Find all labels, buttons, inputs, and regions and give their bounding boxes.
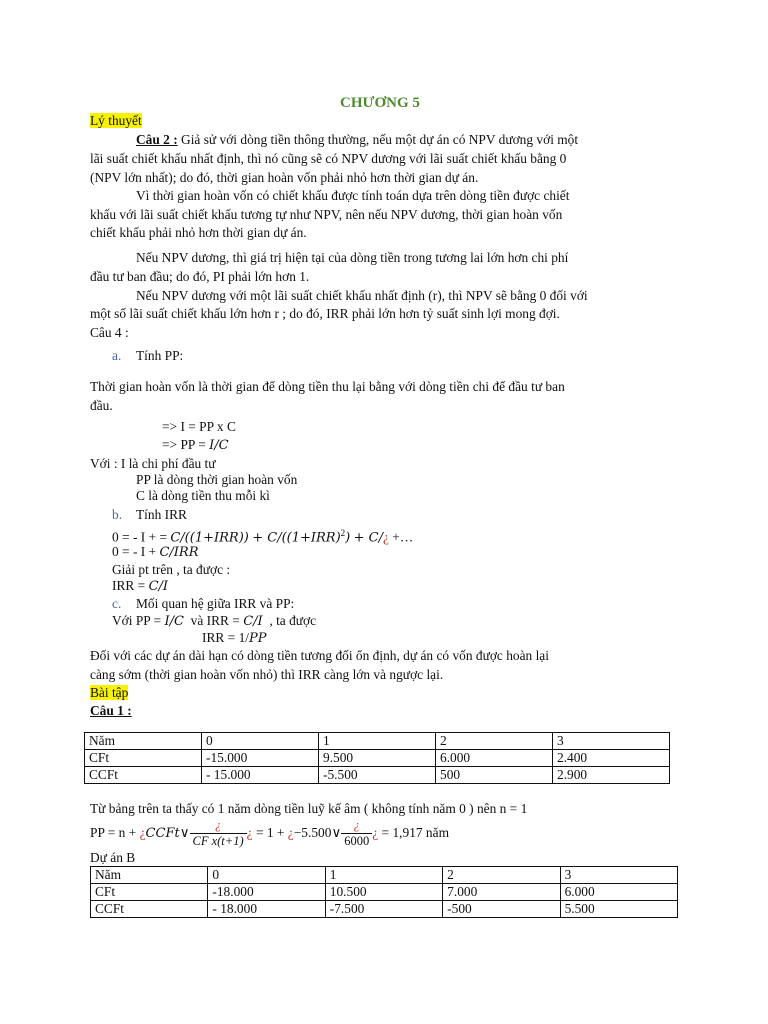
table-cell: -7.500 xyxy=(325,901,442,918)
table-row xyxy=(91,901,678,918)
table-cell: 5.500 xyxy=(560,901,677,918)
table-cell: 0 xyxy=(208,867,325,884)
table-cell: CCFt xyxy=(85,767,202,784)
table-cell: Năm xyxy=(91,867,208,884)
table-cell: 1 xyxy=(325,867,442,884)
paragraph-4-line: Nếu NPV dương với một lãi suất chiết khấu nhất định (r), thì NPV sẽ bằng 0 đối với xyxy=(136,288,588,303)
table-row xyxy=(91,867,678,884)
project-b-label: Dự án B xyxy=(90,850,136,865)
list-marker: b. xyxy=(112,507,123,522)
table-cell: 0 xyxy=(202,733,319,750)
table-cell: 2.900 xyxy=(553,767,670,784)
table-cell: CCFt xyxy=(91,901,208,918)
table-cell: 7.000 xyxy=(443,884,560,901)
paragraph-3-line: Nếu NPV dương, thì giá trị hiện tại của dòng tiền trong tương lai lớn hơn chi phí xyxy=(136,250,569,265)
pp-formula: PP = n + ¿CCFt∨ $\frac{¿}{\text{CF x(t+1)}}$ ¿ = 1 + ¿−5.500∨ $\frac{¿}{6000}$ ¿ = 1,917 năm xyxy=(90,818,449,849)
table-row xyxy=(85,767,670,784)
question-2-label: Câu 2 : xyxy=(136,132,178,147)
table-cell: 2 xyxy=(436,733,553,750)
table-cell: - 15.000 xyxy=(202,767,319,784)
equation-1: => I = PP x C xyxy=(162,419,236,434)
list-item-a-text: Tính PP: xyxy=(136,348,184,363)
question-2-line-1: Câu 2 : Giả sử với dòng tiền thông thường, nếu một dự án có NPV dương với một xyxy=(136,132,579,147)
question-4-label: Câu 4 : xyxy=(90,325,129,340)
project-b-table xyxy=(90,866,678,918)
equation-2: => PP = I/C xyxy=(162,437,229,453)
theory-heading: Lý thuyết xyxy=(90,113,142,128)
list-item-b-text: Tính IRR xyxy=(136,507,187,522)
pp-definition-line: đầu. xyxy=(90,398,113,413)
note-line: Từ bảng trên ta thấy có 1 năm dòng tiền luỹ kế âm ( không tính năm 0 ) nên n = 1 xyxy=(90,801,528,816)
paragraph-1-line: lãi suất chiết khấu nhất định, thì nó cũng sẽ có NPV dương với lãi suất chiết khấu bằng 0 xyxy=(90,151,567,166)
table-cell: -15.000 xyxy=(202,750,319,767)
paragraph-2-line: Vì thời gian hoàn vốn có chiết khấu được tính toán dựa trên dòng tiền được chiết xyxy=(136,188,570,203)
irr-result: IRR = C/I xyxy=(112,578,169,594)
conclusion-line: càng sớm (thời gian hoàn vốn nhỏ) thì IRR càng lớn và ngược lại. xyxy=(90,667,444,682)
paragraph-2-line: khấu với lãi suất chiết khấu tương tự như NPV, nên nếu NPV dương, thời gian hoàn vốn xyxy=(90,207,563,222)
where-line: C là dòng tiền thu mỗi kì xyxy=(136,488,270,503)
where-line: Với : I là chi phí đầu tư xyxy=(90,456,216,471)
list-item-a xyxy=(112,347,121,365)
exercise-heading: Bài tập xyxy=(90,685,129,700)
table-cell: 9.500 xyxy=(319,750,436,767)
table-cell: - 18.000 xyxy=(208,901,325,918)
table-cell: 3 xyxy=(553,733,670,750)
table-cell: 3 xyxy=(560,867,677,884)
table-row xyxy=(85,733,670,750)
list-marker: a. xyxy=(112,348,122,363)
where-line: PP là dòng thời gian hoàn vốn xyxy=(136,472,298,487)
list-marker: c. xyxy=(112,596,122,611)
paragraph-4-line: một số lãi suất chiết khấu lớn hơn r ; do đó, IRR phải lớn hơn tỷ suất sinh lợi mong đợi. xyxy=(90,306,560,321)
irr-equation-2: 0 = - I + C/IRR xyxy=(112,544,199,560)
list-item-b xyxy=(112,506,122,524)
project-a-table xyxy=(84,732,670,784)
paragraph-2-line: chiết khấu phải nhỏ hơn thời gian dự án. xyxy=(90,225,307,240)
table-cell: CFt xyxy=(85,750,202,767)
table-cell: Năm xyxy=(85,733,202,750)
table-cell: 6.000 xyxy=(560,884,677,901)
table-cell: CFt xyxy=(91,884,208,901)
table-cell: -18.000 xyxy=(208,884,325,901)
relation-line: Với PP = I/C và IRR = C/I , ta được xyxy=(112,613,317,629)
list-item-c-text: Mối quan hệ giữa IRR và PP: xyxy=(136,596,295,611)
table-cell: 500 xyxy=(436,767,553,784)
conclusion-line: Đối với các dự án dài hạn có dòng tiền tương đối ổn định, dự án có vốn được hoàn lại xyxy=(90,648,549,663)
table-cell: 2 xyxy=(443,867,560,884)
question-1-label: Câu 1 : xyxy=(90,703,132,718)
pp-definition-line: Thời gian hoàn vốn là thời gian để dòng tiền thu lại bằng với dòng tiền chi để đầu tư ban xyxy=(90,379,565,394)
solve-line: Giải pt trên , ta được : xyxy=(112,562,231,577)
table-cell: -5.500 xyxy=(319,767,436,784)
table-row xyxy=(85,750,670,767)
table-cell: 2.400 xyxy=(553,750,670,767)
table-row xyxy=(91,884,678,901)
table-cell: -500 xyxy=(443,901,560,918)
chapter-title: CHƯƠNG 5 xyxy=(340,95,420,111)
list-item-c xyxy=(112,595,121,613)
paragraph-3-line: đầu tư ban đầu; do đó, PI phải lớn hơn 1. xyxy=(90,269,310,284)
table-cell: 10.500 xyxy=(325,884,442,901)
relation-result: IRR = 1/PP xyxy=(202,630,267,646)
table-cell: 6.000 xyxy=(436,750,553,767)
table-cell: 1 xyxy=(319,733,436,750)
paragraph-1-line: (NPV lớn nhất); do đó, thời gian hoàn vốn phải nhỏ hơn thời gian dự án. xyxy=(90,170,479,185)
irr-equation-1: 0 = - I + = $C/((1+IRR)) + C/((1+IRR)^2)$ + C/¿ +… xyxy=(112,528,414,546)
